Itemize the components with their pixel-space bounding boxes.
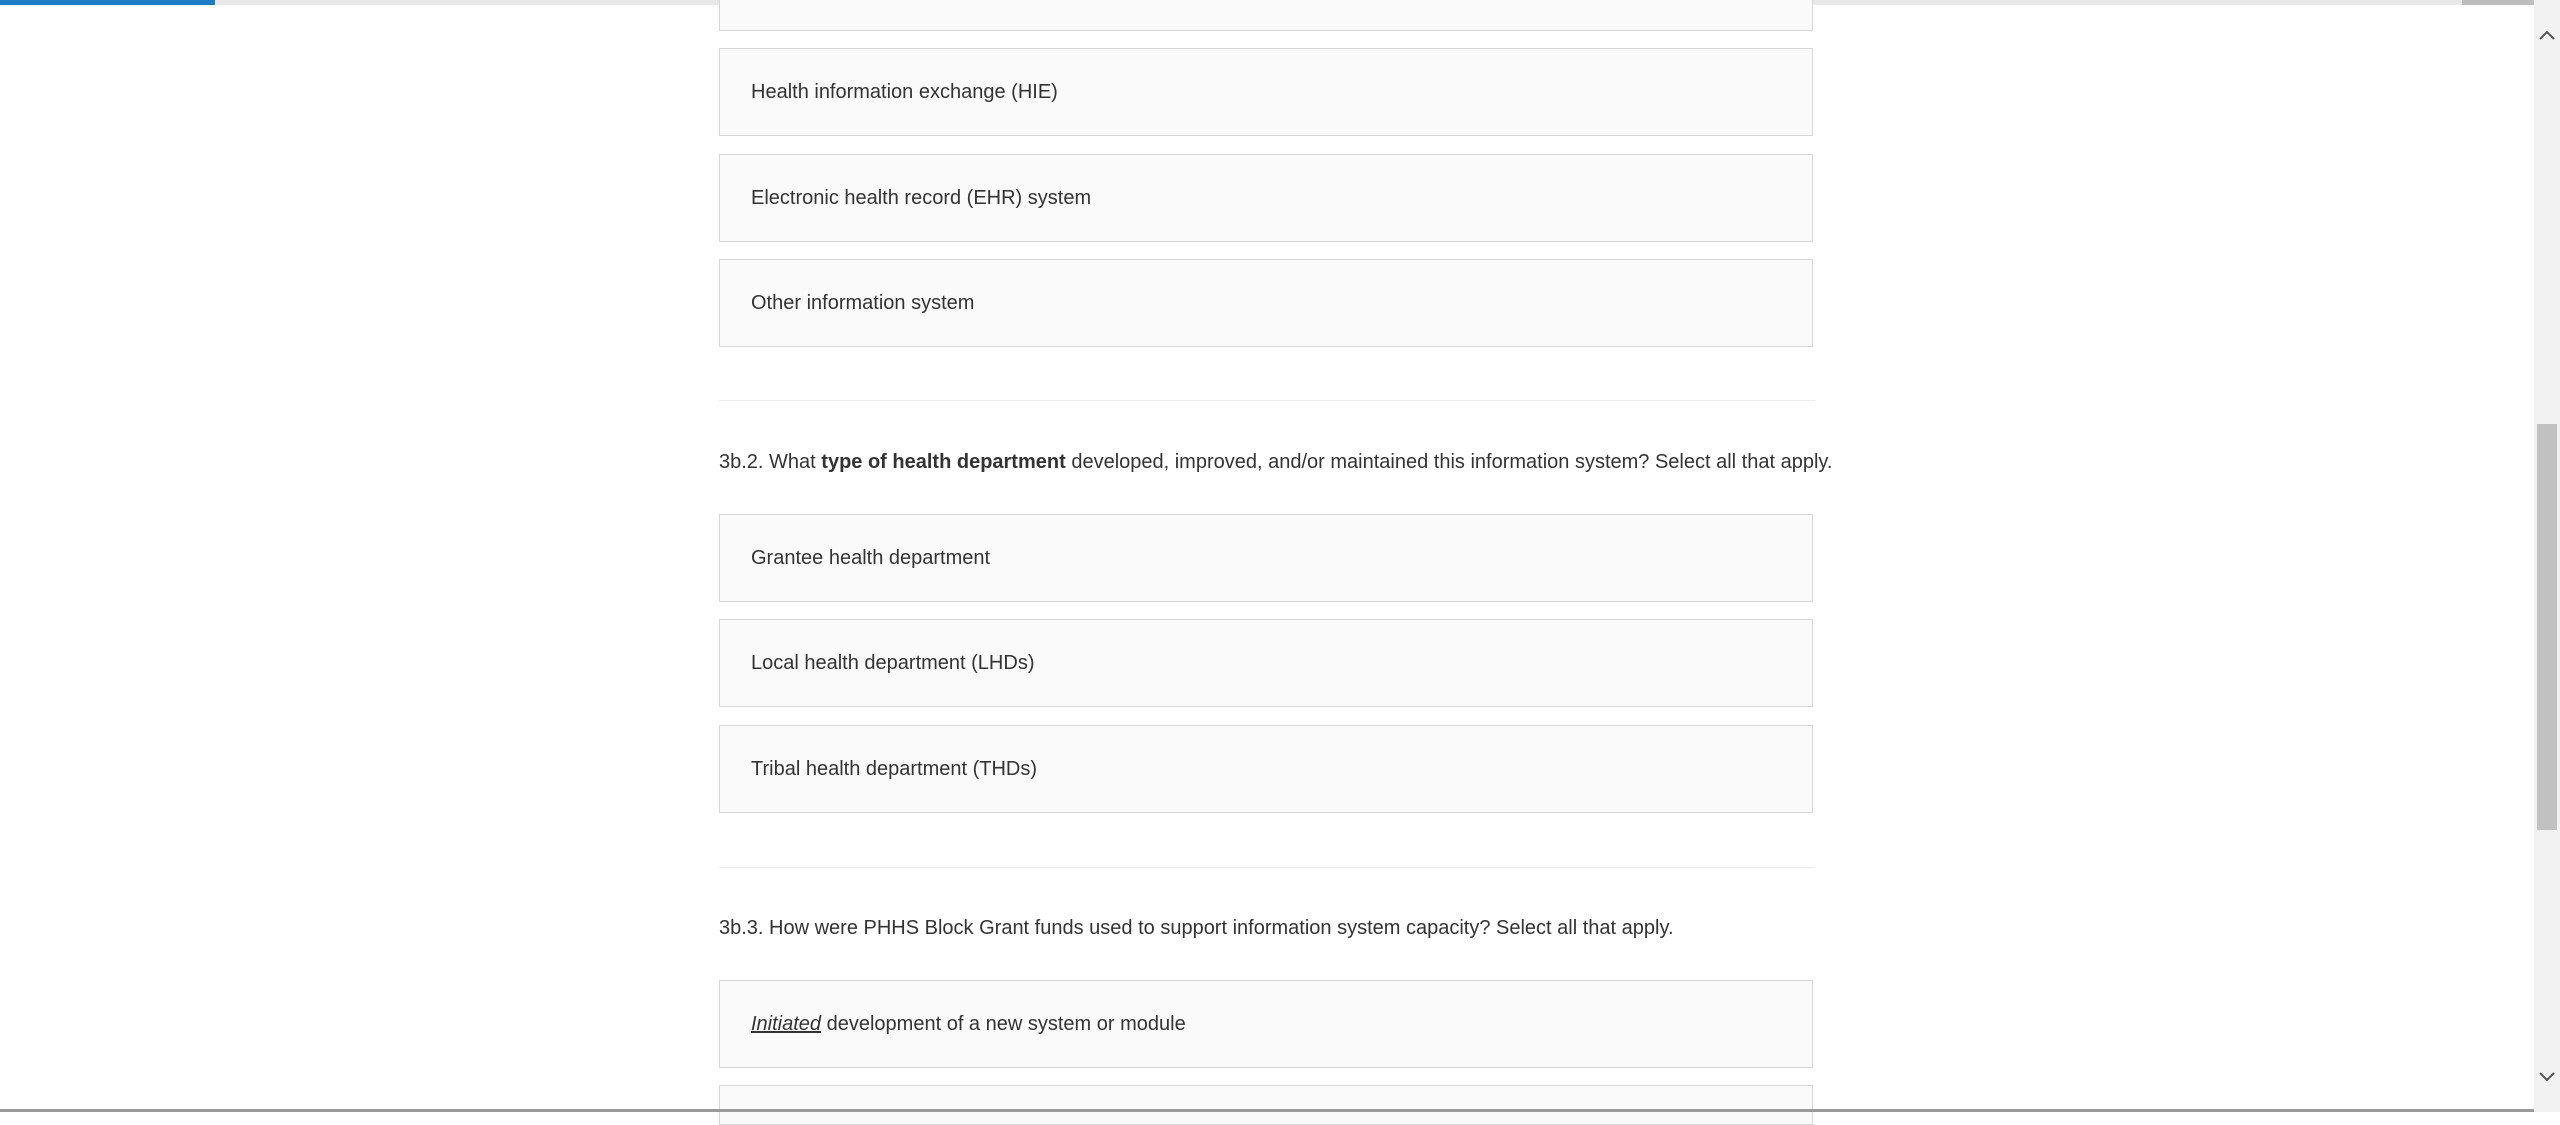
- option-label: Local health department (LHDs): [751, 651, 1035, 674]
- checkbox-option-partial-top[interactable]: [719, 0, 1813, 31]
- checkbox-option-hie[interactable]: [719, 48, 1813, 136]
- scroll-up-button[interactable]: [2534, 22, 2560, 48]
- chevron-down-icon: [2538, 1071, 2556, 1083]
- option-label: Electronic health record (EHR) system: [751, 186, 1092, 209]
- option-label-rest: development of a new system or module: [821, 1012, 1186, 1035]
- chevron-up-icon: [2538, 29, 2556, 41]
- option-label-emphasis: Initiated: [751, 1012, 822, 1035]
- question-emphasis: type of health department: [821, 451, 1066, 473]
- checkbox-option-initiated[interactable]: [719, 980, 1813, 1068]
- question-suffix: developed, improved, and/or maintained this information system? Select all that apply.: [1065, 451, 1833, 473]
- section-divider: [719, 867, 1815, 868]
- checkbox-option-local-hd[interactable]: [719, 619, 1813, 707]
- question-3b3: [719, 917, 1869, 940]
- checkbox-option-partial-bottom[interactable]: [719, 1085, 1813, 1125]
- question-prefix: 3b.2. What: [719, 451, 822, 473]
- scroll-down-button[interactable]: [2534, 1064, 2560, 1090]
- checkbox-option-other-system[interactable]: [719, 259, 1813, 347]
- option-label: Other information system: [751, 291, 975, 314]
- checkbox-option-ehr[interactable]: [719, 154, 1813, 242]
- option-label: [751, 1013, 1186, 1036]
- checkbox-option-grantee[interactable]: [719, 514, 1813, 602]
- progress-bar-end: [2462, 0, 2534, 5]
- scrollbar-thumb[interactable]: [2537, 424, 2557, 830]
- survey-progress-fill: [0, 0, 215, 5]
- section-divider: [719, 400, 1815, 401]
- option-label: Grantee health department: [751, 546, 991, 569]
- checkbox-option-tribal-hd[interactable]: [719, 725, 1813, 813]
- question-3b2: [719, 451, 1869, 474]
- option-label: Health information exchange (HIE): [751, 80, 1058, 103]
- question-text: 3b.3. How were PHHS Block Grant funds used to support information system capacity? Select all that apply.: [719, 917, 1674, 939]
- option-label: Tribal health department (THDs): [751, 757, 1038, 780]
